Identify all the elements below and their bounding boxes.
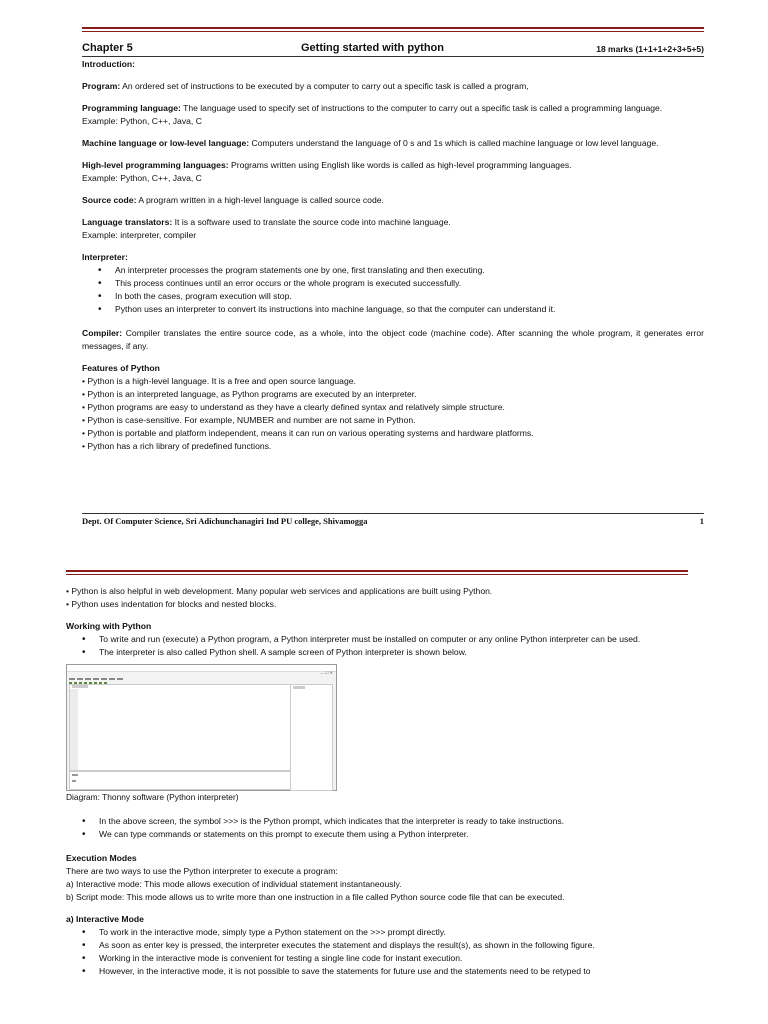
list-item: • In the above screen, the symbol >>> is the Python prompt, which indicates that the interpreter is ready to take instructions.	[99, 815, 690, 828]
thonny-variables-pane	[290, 684, 333, 791]
figure-caption: Diagram: Thonny software (Python interpreter)	[66, 792, 239, 802]
compiler-definition: Compiler: Compiler translates the entire source code, as a whole, into the object code (machine code). After scanning the whole program, it generates error messages, if any.	[82, 328, 704, 351]
list-item: • An interpreter processes the program statements one by one, first translating and then executing.	[115, 264, 704, 277]
working-heading: Working with Python	[66, 621, 152, 631]
execution-modes-intro: There are two ways to use the Python interpreter to execute a program:	[66, 866, 338, 876]
interpreter-heading: Interpreter:	[82, 252, 128, 262]
execution-modes-heading: Execution Modes	[66, 853, 137, 863]
header-rule	[66, 570, 688, 572]
list-item: • Python is case-sensitive. For example, NUMBER and number are not same in Python.	[82, 415, 416, 425]
intro-heading: Introduction:	[82, 59, 135, 69]
list-item: • Python is a high-level language. It is a free and open source language.	[82, 376, 356, 386]
program-definition: Program: An ordered set of instructions to be executed by a computer to carry out a specific task is called a program,	[82, 81, 529, 91]
list-item: • Python is an interpreted language, as Python programs are executed by an interpreter.	[82, 389, 417, 399]
footer-rule	[82, 513, 704, 514]
header-rule-thin	[66, 574, 688, 575]
list-item: • We can type commands or statements on this prompt to execute them using a Python interpreter.	[99, 828, 690, 841]
translators-definition: Language translators: It is a software used to translate the source code into machine language.	[82, 217, 451, 227]
header-rule-thin	[82, 31, 704, 32]
marks-label: 18 marks (1+1+1+2+3+5+5)	[596, 44, 704, 54]
thonny-toolbar	[69, 676, 129, 681]
page-2-body	[66, 585, 690, 978]
list-item: • However, in the interactive mode, it is not possible to save the statements for future use and the statements need to be retyped to	[99, 965, 690, 978]
prompt-list	[66, 815, 690, 841]
page-1-body	[82, 58, 704, 453]
working-list	[66, 633, 690, 659]
list-item: • To write and run (execute) a Python program, a Python interpreter must be installed on computer or any online Python interpreter can be used.	[99, 633, 690, 646]
page-number: 1	[699, 516, 704, 526]
translators-example: Example: interpreter, compiler	[82, 230, 197, 240]
header-underline	[82, 56, 704, 57]
source-code-definition: Source code: A program written in a high-level language is called source code.	[82, 195, 384, 205]
chapter-label: Chapter 5	[82, 42, 133, 54]
features-heading: Features of Python	[82, 363, 160, 373]
page-gap	[0, 540, 768, 566]
page-2	[0, 566, 768, 1024]
interactive-list	[66, 926, 690, 978]
list-item: • As soon as enter key is pressed, the interpreter executes the statement and displays the result(s), as shown in the following figure.	[99, 939, 690, 952]
list-item: • Python uses indentation for blocks and nested blocks.	[66, 599, 277, 609]
programming-language-example: Example: Python, C++, Java, C	[82, 116, 202, 126]
machine-language-definition: Machine language or low-level language: Computers understand the language of 0 s and 1s which is called machine language or low level language.	[82, 138, 659, 148]
thonny-menu-bar	[69, 671, 149, 675]
interactive-mode-line: a) Interactive mode: This mode allows execution of individual statement instantaneously.	[66, 879, 402, 889]
list-item: • Working in the interactive mode is convenient for testing a single line code for instant execution.	[99, 952, 690, 965]
chapter-title: Getting started with python	[301, 42, 444, 54]
footer-dept: Dept. Of Computer Science, Sri Adichunchanagiri Ind PU college, Shivamogga	[82, 516, 368, 526]
programming-language-definition: Programming language: The language used to specify set of instructions to the computer to carry out a specific task is called a programming language.	[82, 103, 663, 113]
list-item: • This process continues until an error occurs or the whole program is executed successfully.	[115, 277, 704, 290]
list-item: • In both the cases, program execution will stop.	[115, 290, 704, 303]
high-level-definition: High-level programming languages: Programs written using English like words is called as high-level programming languages.	[82, 160, 572, 170]
window-controls-icon: — ☐ ✕	[319, 670, 333, 675]
list-item: • Python is portable and platform independent, means it can run on various operating systems and hardware platforms.	[82, 428, 534, 438]
thonny-screenshot	[66, 664, 337, 791]
list-item: • The interpreter is also called Python shell. A sample screen of Python interpreter is shown below.	[99, 646, 690, 659]
list-item: • Python programs are easy to understand as they have a clearly defined syntax and relatively simple structure.	[82, 402, 505, 412]
thonny-editor-pane	[69, 684, 291, 771]
interactive-mode-heading: a) Interactive Mode	[66, 914, 144, 924]
list-item: • To work in the interactive mode, simply type a Python statement on the >>> prompt directly.	[99, 926, 690, 939]
list-item: • Python is also helpful in web development. Many popular web services and applications are built using Python.	[66, 586, 493, 596]
thonny-shell-pane	[69, 771, 291, 790]
list-item: • Python uses an interpreter to convert its instructions into machine language, so that the computer can understand it.	[115, 303, 704, 316]
page-footer	[82, 516, 704, 526]
header-rule	[82, 27, 704, 29]
interpreter-list	[82, 264, 704, 316]
script-mode-line: b) Script mode: This mode allows us to write more than one instruction in a file called Python source code file that can be executed.	[66, 892, 565, 902]
high-level-example: Example: Python, C++, Java, C	[82, 173, 202, 183]
list-item: • Python has a rich library of predefined functions.	[82, 441, 272, 451]
